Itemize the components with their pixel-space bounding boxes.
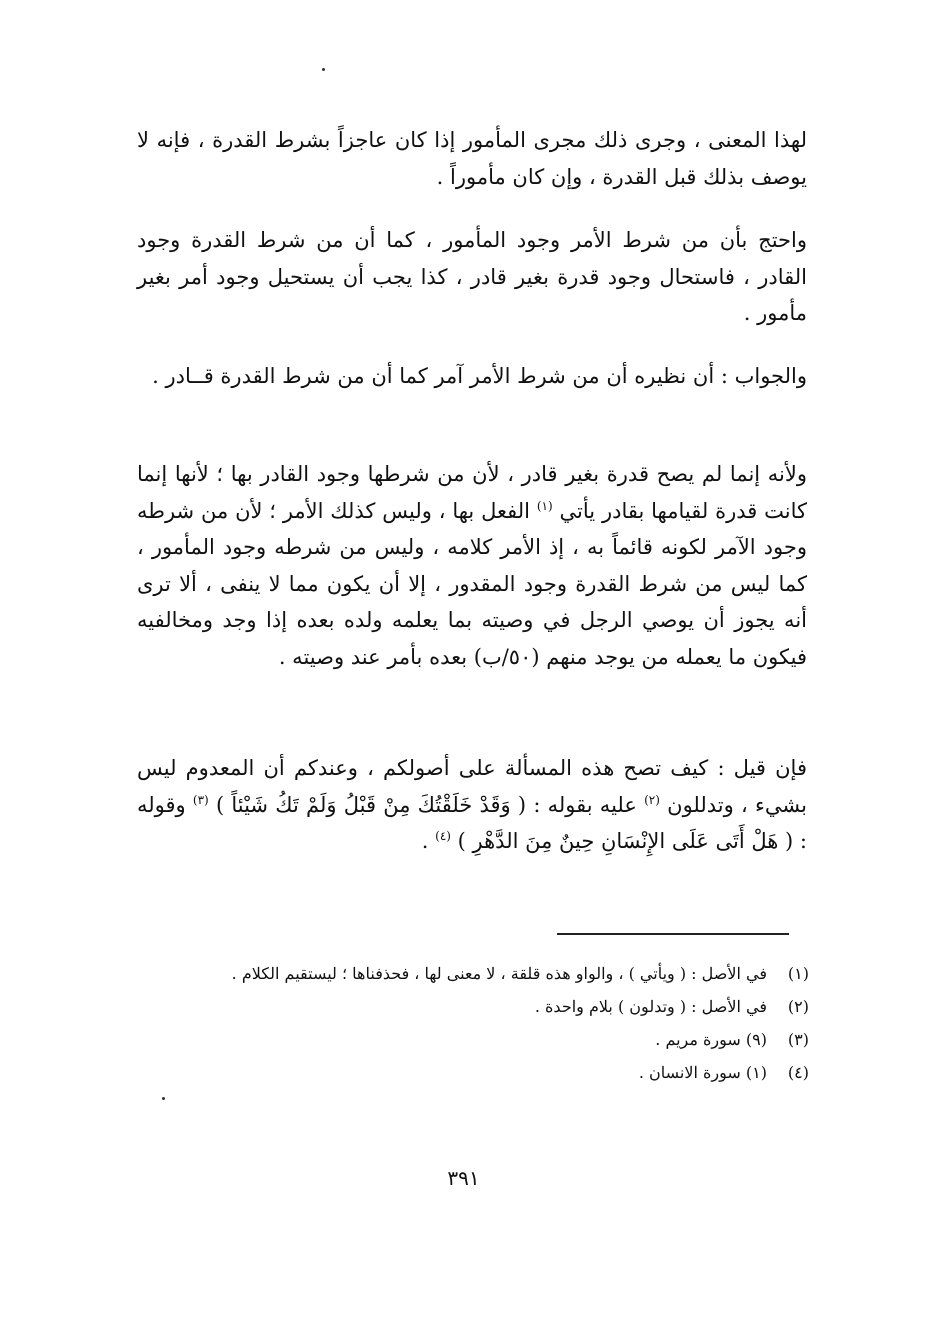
footnote-text: (٩) سورة مريم .: [655, 1030, 767, 1049]
paragraph-5: [137, 750, 807, 860]
footnote-text: في الأصل : ( ويأتي ) ، والواو هذه قلقة ، لا معنى لها ، فحذفناها ؛ ليستقيم الكلام .: [231, 964, 767, 983]
footnote-ref-3: (٣): [192, 792, 209, 807]
paragraph-3: [137, 358, 807, 395]
paragraph-text: والجواب : أن نظيره أن من شرط الأمر آمر كما أن من شرط القدرة قــادر .: [152, 364, 807, 388]
quran-quote-1: عليه بقوله : ( وَقَدْ خَلَقْتُكَ مِنْ قَبْلُ وَلَمْ تَكُ شَيْئاً ): [215, 792, 637, 817]
footnote-text: في الأصل : ( وتدلون ) بلام واحدة .: [534, 997, 767, 1016]
paragraph-2: [137, 222, 807, 332]
footnote-number: (٢): [787, 997, 809, 1016]
scan-speck: [322, 68, 325, 71]
paragraph-1: [137, 122, 807, 195]
footnote-3: [137, 1026, 809, 1053]
footnotes: [137, 960, 809, 1092]
footnote-text: (١) سورة الانسان .: [638, 1063, 767, 1082]
footnote-2: [137, 993, 809, 1020]
scan-speck: [162, 1097, 165, 1100]
footnote-number: (١): [787, 964, 809, 983]
page-number: ٣٩١: [447, 1166, 480, 1190]
paragraph-text: الفعل بها ، وليس كذلك الأمر ؛ لأن من شرطه وجود الآمر لكونه قائماً به ، إذ الأمر كلامه ، وليس من شرطه وجود المأمور ، كما ليس من شرط القدرة وجود المقدور ، إلا أن يكون مما لا ينفى ، ألا ترى أنه يجوز أن يوصي الرجل في وصيته بما يعلمه ولده بعده إذا وجد ومخالفيه فيكون ما يعمله من يوجد منهم (٥٠/ب) بعده بأمر عند وصيته .: [137, 498, 807, 669]
paragraph-text: لهذا المعنى ، وجرى ذلك مجرى المأمور إذا كان عاجزاً بشرط القدرة ، فإنه لا يوصف بذلك قبل القدرة ، وإن كان مأموراً .: [137, 128, 807, 189]
paragraph-4: [137, 456, 807, 675]
paragraph-text: واحتج بأن من شرط الأمر وجود المأمور ، كما أن من شرط القدرة وجود القادر ، فاستحال وجود قدرة بغير قادر ، كذا يجب أن يستحيل وجود أمر بغير مأمور .: [137, 228, 807, 325]
footnote-1: [137, 960, 809, 987]
paragraph-text: فإن قيل : كيف تصح هذه المسألة على أصولكم ، وعندكم أن المعدوم ليس بشيء ، وتدللون: [137, 756, 807, 817]
footnote-ref-2: (٢): [644, 792, 660, 807]
footnote-ref-4: (٤): [435, 829, 451, 843]
paragraph-text: ولأنه إنما لم يصح قدرة بغير قادر ، لأن من شرطها وجود القادر بها ؛ لأنها إنما كانت قدرة لقيامها بقادر يأتي: [137, 462, 807, 523]
footnote-divider: [557, 933, 789, 935]
quran-quote-2: وقوله : ( هَلْ أَتَى عَلَى الإِنْسَانِ حِينٌ مِنَ الدَّهْرِ ): [137, 792, 807, 853]
footnote-ref-1: (١): [536, 498, 553, 513]
footnote-number: (٤): [787, 1063, 809, 1082]
paragraph-end: .: [421, 829, 429, 853]
footnote-4: [137, 1059, 809, 1086]
footnote-number: (٣): [787, 1030, 809, 1049]
